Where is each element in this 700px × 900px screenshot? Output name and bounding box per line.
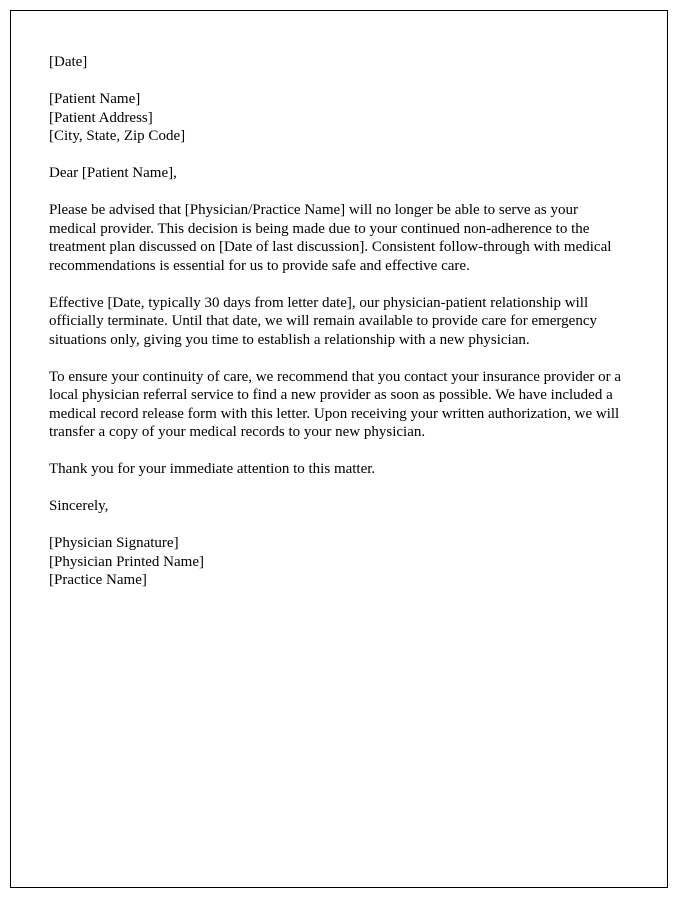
paragraph-continuity-of-care: To ensure your continuity of care, we recommend that you contact your insurance provider or a local physician referral service to find a new provider as soon as possible. We have included a medical record release form with this letter. Upon receiving your written authorization, we will transfer a copy of your medical records to your new physician. bbox=[49, 368, 622, 440]
physician-signature-placeholder: [Physician Signature] bbox=[49, 535, 179, 551]
letter-page bbox=[10, 10, 668, 888]
paragraph-effective-date: Effective [Date, typically 30 days from letter date], our physician-patient relationship will officially terminate. Until that date, we will remain available to provide care for emergency situations only, giving you time to establish a relationship with a new physician. bbox=[49, 294, 597, 348]
paragraph-thank-you: Thank you for your immediate attention to this matter. bbox=[49, 461, 376, 477]
recipient-city-state-zip: [City, State, Zip Code] bbox=[49, 128, 186, 144]
physician-printed-name-placeholder: [Physician Printed Name] bbox=[49, 553, 204, 570]
recipient-block bbox=[49, 90, 629, 146]
recipient-name: [Patient Name] bbox=[49, 91, 141, 107]
salutation bbox=[49, 164, 629, 183]
closing-line: Sincerely, bbox=[49, 498, 109, 514]
letter-content bbox=[11, 11, 667, 648]
salutation-line: Dear [Patient Name], bbox=[49, 165, 177, 181]
date-block bbox=[49, 53, 629, 72]
paragraph-termination-notice: Please be advised that [Physician/Practice Name] will no longer be able to serve as your medical provider. This decision is being made due to your continued non-adherence to the treatment plan discussed on [Date of last discussion]. Consistent follow-through with medical recommendations is essential for us to provide safe and effective care. bbox=[49, 202, 612, 274]
closing bbox=[49, 497, 629, 516]
practice-name-placeholder: [Practice Name] bbox=[49, 572, 147, 588]
recipient-address: [Patient Address] bbox=[49, 109, 153, 126]
date-placeholder: [Date] bbox=[49, 54, 88, 70]
signature-block bbox=[49, 534, 629, 590]
